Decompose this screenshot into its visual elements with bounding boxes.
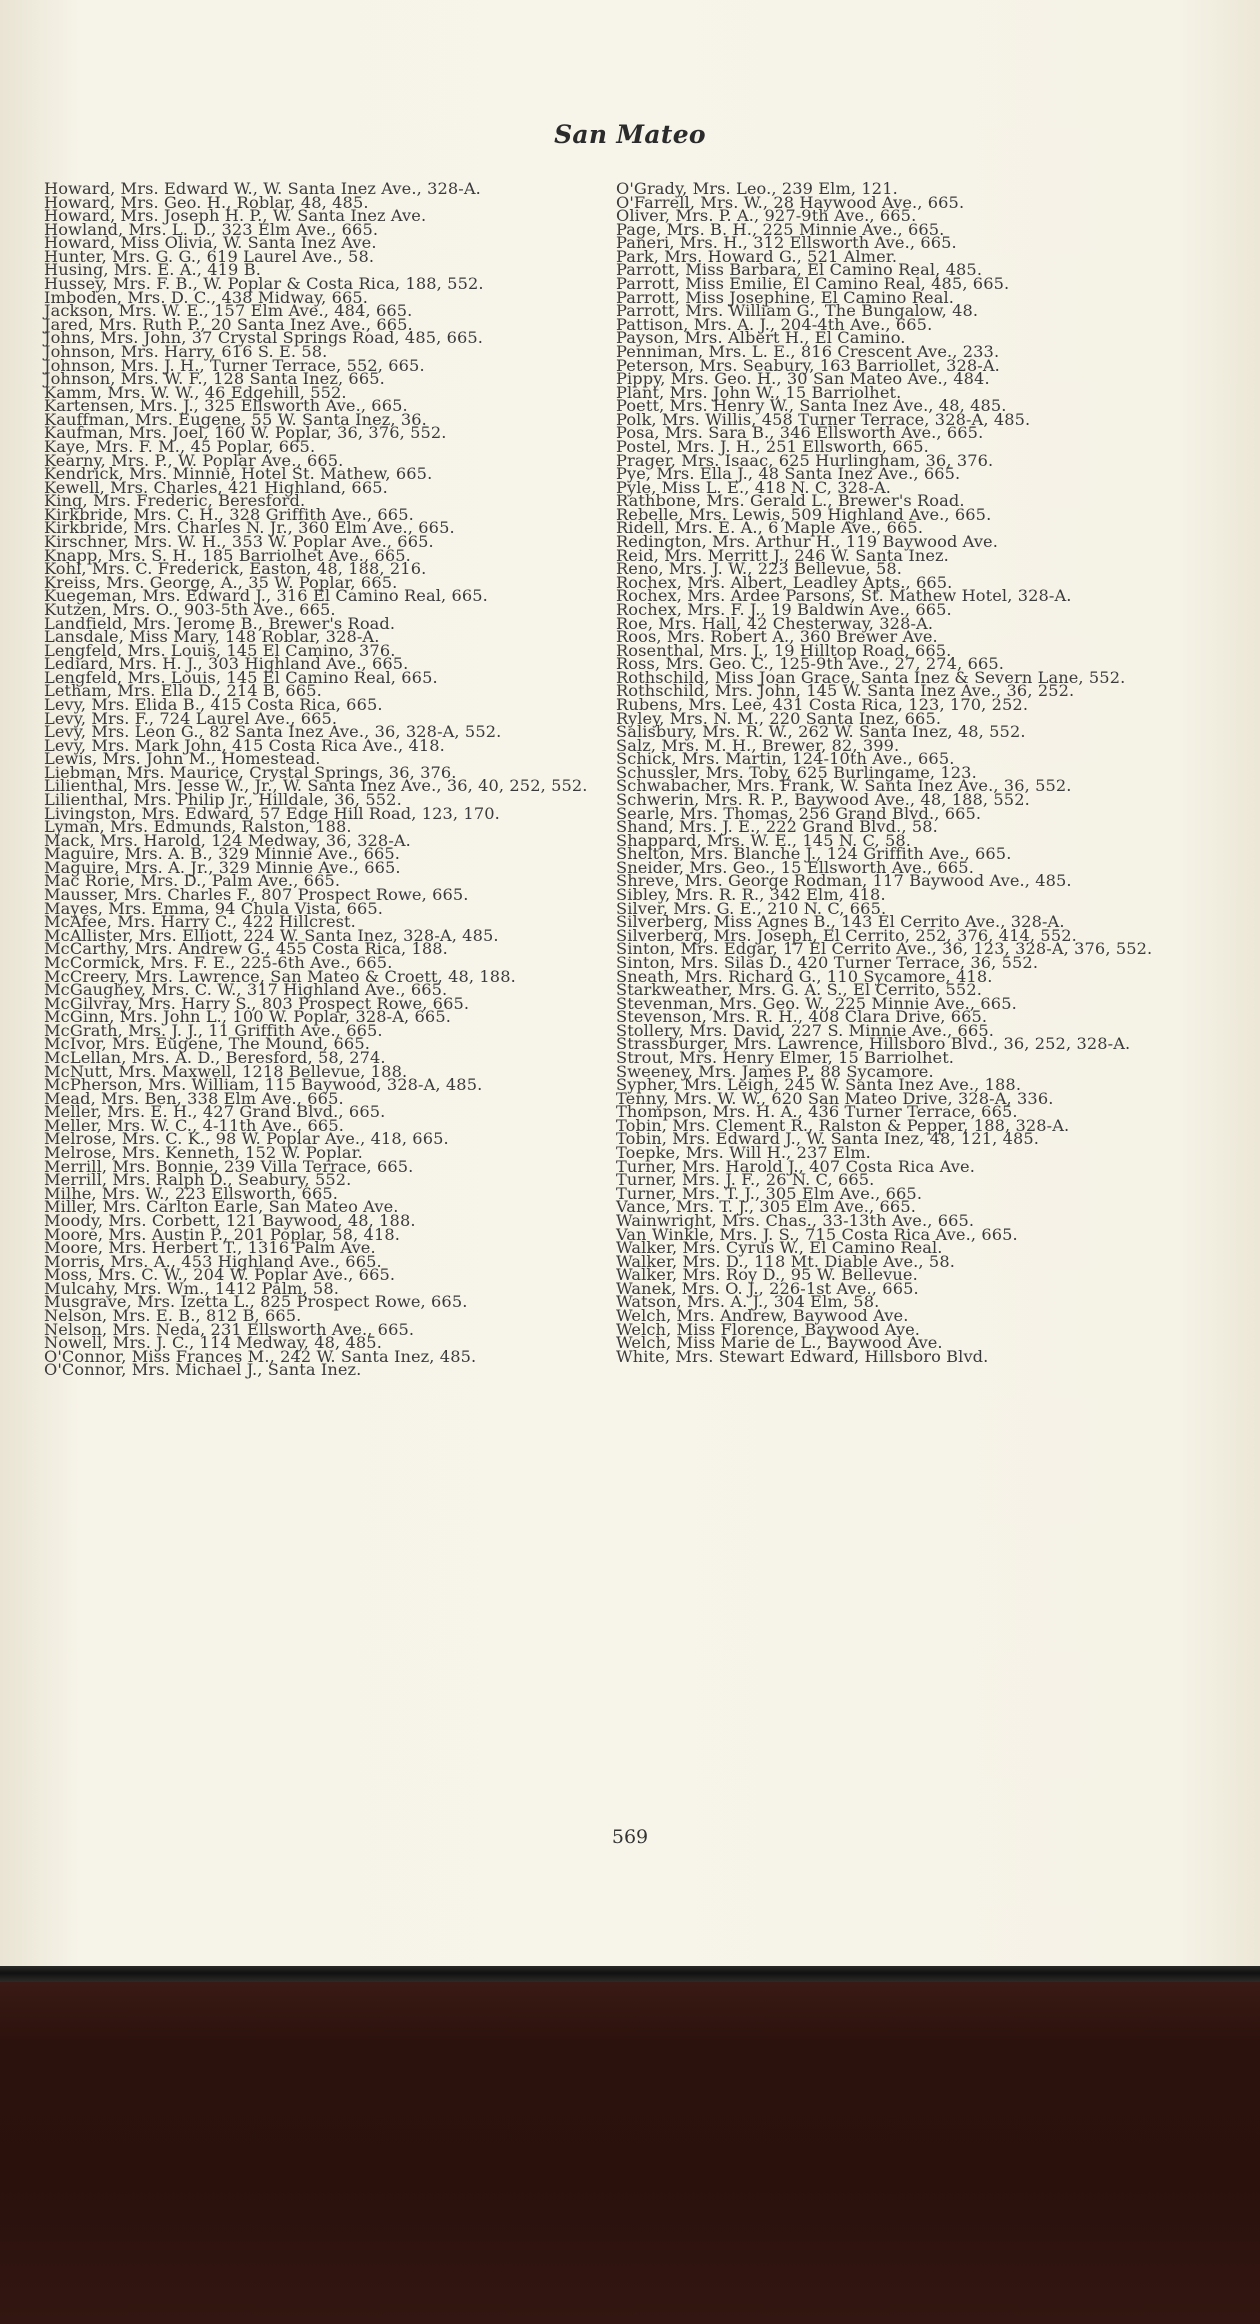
directory-entry: Merrill, Mrs. Bonnie, 239 Villa Terrace, 665. xyxy=(44,1156,414,1176)
directory-entry: Johnson, Mrs. J. H., Turner Terrace, 552, 665. xyxy=(44,355,425,375)
directory-entry: Lewis, Mrs. John M., Homestead. xyxy=(44,749,321,769)
directory-entry: Meller, Mrs. W. C., 4-11th Ave., 665. xyxy=(44,1115,344,1135)
directory-entry: Rathbone, Mrs. Gerald L., Brewer's Road. xyxy=(616,491,965,511)
directory-entry: Rochex, Mrs. Ardee Parsons, St. Mathew Hotel, 328-A. xyxy=(616,586,1072,606)
directory-entry: Melrose, Mrs. Kenneth, 152 W. Poplar. xyxy=(44,1143,363,1163)
right-column xyxy=(616,179,1201,1366)
directory-entry: Sinton, Mrs. Edgar, 17 El Cerrito Ave., 36, 123, 328-A, 376, 552. xyxy=(616,939,1153,959)
directory-entry: Rothschild, Mrs. John, 145 W. Santa Inez Ave., 36, 252. xyxy=(616,681,1075,701)
directory-entry: Lilienthal, Mrs. Philip Jr., Hilldale, 36, 552. xyxy=(44,790,402,810)
directory-entry: Oliver, Mrs. P. A., 927-9th Ave., 665. xyxy=(616,206,917,226)
directory-entry: Moss, Mrs. C. W., 204 W. Poplar Ave., 665. xyxy=(44,1265,396,1285)
directory-entry: Shand, Mrs. J. E., 222 Grand Blvd., 58. xyxy=(616,817,938,837)
directory-entry: Sweeney, Mrs. James P., 88 Sycamore. xyxy=(616,1061,934,1081)
directory-entry: Liebman, Mrs. Maurice, Crystal Springs, 36, 376. xyxy=(44,762,457,782)
directory-entry: Morris, Mrs. A., 453 Highland Ave., 665. xyxy=(44,1251,382,1271)
directory-entry: Sibley, Mrs. R. R., 342 Elm, 418. xyxy=(616,885,886,905)
directory-entry: McIvor, Mrs. Eugene, The Mound, 665. xyxy=(44,1034,370,1054)
directory-entry: Park, Mrs. Howard G., 521 Almer. xyxy=(616,246,898,266)
directory-entry: Parrott, Mrs. William G., The Bungalow, 48. xyxy=(616,301,979,321)
directory-entry: McGilvray, Mrs. Harry S., 803 Prospect Rowe, 665. xyxy=(44,993,470,1013)
directory-entry: Page, Mrs. B. H., 225 Minnie Ave., 665. xyxy=(616,219,945,239)
directory-entry: Mayes, Mrs. Emma, 94 Chula Vista, 665. xyxy=(44,898,384,918)
directory-entry: Salisbury, Mrs. R. W., 262 W. Santa Inez, 48, 552. xyxy=(616,722,1026,742)
directory-entry: Hussey, Mrs. F. B., W. Poplar & Costa Rica, 188, 552. xyxy=(44,274,484,294)
directory-entry: Meller, Mrs. E. H., 427 Grand Blvd., 665. xyxy=(44,1102,386,1122)
directory-entry: Turner, Mrs. Harold J., 407 Costa Rica Ave. xyxy=(616,1156,975,1176)
directory-entry: Mausser, Mrs. Charles F., 807 Prospect Rowe, 665. xyxy=(44,885,469,905)
directory-entry: Sneath, Mrs. Richard G., 110 Sycamore, 418. xyxy=(616,966,993,986)
directory-entry: Rebelle, Mrs. Lewis, 509 Highland Ave., 665. xyxy=(616,504,992,524)
directory-entry: Kaufman, Mrs. Joel, 160 W. Poplar, 36, 376, 552. xyxy=(44,423,447,443)
directory-entry: Moody, Mrs. Corbett, 121 Baywood, 48, 188. xyxy=(44,1210,416,1230)
directory-entry: McGinn, Mrs. John L., 100 W. Poplar, 328-A, 665. xyxy=(44,1007,451,1027)
directory-entry: King, Mrs. Frederic, Beresford. xyxy=(44,491,306,511)
directory-entry: Jared, Mrs. Ruth P., 20 Santa Inez Ave., 665. xyxy=(44,314,413,334)
directory-entry: Lilienthal, Mrs. Jesse W., Jr., W. Santa Inez Ave., 36, 40, 252, 552. xyxy=(44,776,588,796)
directory-entry: Jackson, Mrs. W. E., 157 Elm Ave., 484, 665. xyxy=(44,301,413,321)
directory-entry: Kewell, Mrs. Charles, 421 Highland, 665. xyxy=(44,477,388,497)
directory-entry: McGrath, Mrs. J. J., 11 Griffith Ave., 665. xyxy=(44,1020,383,1040)
directory-entry: Polk, Mrs. Willis, 458 Turner Terrace, 328-A, 485. xyxy=(616,409,1031,429)
directory-entry: Stevenson, Mrs. R. H., 408 Clara Drive, 665. xyxy=(616,1007,988,1027)
directory-entry: Sinton, Mrs. Silas D., 420 Turner Terrace, 36, 552. xyxy=(616,952,1039,972)
directory-entry: Milhe, Mrs. W., 223 Ellsworth, 665. xyxy=(44,1183,339,1203)
directory-entry: Sypher, Mrs. Leigh, 245 W. Santa Inez Ave., 188. xyxy=(616,1075,1022,1095)
directory-entry: Welch, Mrs. Andrew, Baywood Ave. xyxy=(616,1305,909,1325)
directory-entry: Lansdale, Miss Mary, 148 Roblar, 328-A. xyxy=(44,627,380,647)
directory-entry: Levy, Mrs. F., 724 Laurel Ave., 665. xyxy=(44,708,338,728)
directory-entry: Schussler, Mrs. Toby, 625 Burlingame, 123. xyxy=(616,762,977,782)
directory-entry: Plant, Mrs. John W., 15 Barriolhet. xyxy=(616,382,902,402)
directory-entry: Sneider, Mrs. Geo., 15 Ellsworth Ave., 665. xyxy=(616,857,974,877)
directory-entry: Lengfeld, Mrs. Louis, 145 El Camino, 376. xyxy=(44,640,396,660)
directory-entry: Pye, Mrs. Ella J., 48 Santa Inez Ave., 665. xyxy=(616,464,961,484)
directory-entry: Rosenthal, Mrs. J., 19 Hilltop Road, 665. xyxy=(616,640,952,660)
directory-entry: Salz, Mrs. M. H., Brewer, 82, 399. xyxy=(616,735,900,755)
directory-entry: Strout, Mrs. Henry Elmer, 15 Barriolhet. xyxy=(616,1048,955,1067)
directory-entry: Shelton, Mrs. Blanche J., 124 Griffith Ave., 665. xyxy=(616,844,1012,864)
directory-entry: Kreiss, Mrs. George, A., 35 W. Poplar, 665. xyxy=(44,572,398,592)
directory-entry: Roos, Mrs. Robert A., 360 Brewer Ave. xyxy=(616,627,938,647)
directory-entry: O'Connor, Mrs. Michael J., Santa Inez. xyxy=(44,1360,362,1380)
directory-entry: McPherson, Mrs. William, 115 Baywood, 328-A, 485. xyxy=(44,1075,483,1095)
directory-entry: Welch, Miss Florence, Baywood Ave. xyxy=(616,1319,921,1339)
directory-entry: Stollery, Mrs. David, 227 S. Minnie Ave., 665. xyxy=(616,1020,995,1040)
directory-entry: Prager, Mrs. Isaac, 625 Hurlingham, 36, 376. xyxy=(616,450,994,470)
directory-entry: Mulcahy, Mrs. Wm., 1412 Palm, 58. xyxy=(44,1278,339,1298)
page-title: San Mateo xyxy=(554,120,706,149)
directory-entry: Schwerin, Mrs. R. P., Baywood Ave., 48, 188, 552. xyxy=(616,790,1030,810)
directory-entry: Welch, Miss Marie de L., Baywood Ave. xyxy=(616,1333,943,1353)
directory-entry: Mac Rorie, Mrs. D., Palm Ave., 665. xyxy=(44,871,341,891)
directory-entry: Redington, Mrs. Arthur H., 119 Baywood Ave. xyxy=(616,532,998,552)
directory-entry: Levy, Mrs. Mark John, 415 Costa Rica Ave., 418. xyxy=(44,735,445,755)
directory-entry: Johns, Mrs. John, 37 Crystal Springs Road, 485, 665. xyxy=(44,328,484,348)
directory-entry: Maguire, Mrs. A. B., 329 Minnie Ave., 665. xyxy=(44,844,401,864)
directory-entry: Silver, Mrs. G. E., 210 N. C, 665. xyxy=(616,898,887,918)
directory-entry: McCreery, Mrs. Lawrence, San Mateo & Croett, 48, 188. xyxy=(44,966,516,986)
directory-entry: Strassburger, Mrs. Lawrence, Hillsboro Blvd., 36, 252, 328-A. xyxy=(616,1034,1131,1054)
directory-entry: Mead, Mrs. Ben, 338 Elm Ave., 665. xyxy=(44,1088,344,1108)
directory-entry: McAfee, Mrs. Harry C., 422 Hillcrest. xyxy=(44,912,356,932)
directory-entry: Wanek, Mrs. O. J., 226-1st Ave., 665. xyxy=(616,1278,919,1298)
directory-entry: Posa, Mrs. Sara B., 346 Ellsworth Ave., 665. xyxy=(616,423,984,443)
directory-entry: Tobin, Mrs. Edward J., W. Santa Inez, 48, 121, 485. xyxy=(616,1129,1040,1149)
directory-entry: Turner, Mrs. T. J., 305 Elm Ave., 665. xyxy=(616,1183,923,1203)
directory-entry: Parrott, Miss Emilie, El Camino Real, 485, 665. xyxy=(616,274,1010,294)
directory-entry: Kendrick, Mrs. Minnie, Hotel St. Mathew, 665. xyxy=(44,464,433,484)
directory-entry: Kirkbride, Mrs. Charles N. Jr., 360 Elm Ave., 665. xyxy=(44,518,455,538)
directory-entry: O'Connor, Miss Frances M., 242 W. Santa Inez, 485. xyxy=(44,1346,477,1366)
directory-entry: Reno, Mrs. J. W., 223 Bellevue, 58. xyxy=(616,559,903,579)
directory-entry: Howard, Mrs. Edward W., W. Santa Inez Ave., 328-A. xyxy=(44,179,481,198)
directory-entry: Van Winkle, Mrs. J. S., 715 Costa Rica Ave., 665. xyxy=(616,1224,1018,1244)
directory-entry: Ross, Mrs. Geo. C., 125-9th Ave., 27, 274, 665. xyxy=(616,654,1005,674)
directory-entry: Imboden, Mrs. D. C., 438 Midway, 665. xyxy=(44,287,369,307)
directory-entry: Payson, Mrs. Albert H., El Camino. xyxy=(616,328,906,348)
directory-entry: Pippy, Mrs. Geo. H., 30 San Mateo Ave., 484. xyxy=(616,369,990,389)
directory-entry: McLellan, Mrs. A. D., Beresford, 58, 274. xyxy=(44,1048,386,1067)
directory-entry: Walker, Mrs. D., 118 Mt. Diable Ave., 58. xyxy=(616,1251,955,1271)
directory-entry: Starkweather, Mrs. G. A. S., El Cerrito, 552. xyxy=(616,980,982,1000)
directory-entry: Rochex, Mrs. F. J., 19 Baldwin Ave., 665. xyxy=(616,599,952,619)
directory-entry: Moore, Mrs. Herbert T., 1316 Palm Ave. xyxy=(44,1238,376,1258)
directory-entry: Paneri, Mrs. H., 312 Ellsworth Ave., 665. xyxy=(616,233,957,253)
directory-entry: Lyman, Mrs. Edmunds, Ralston, 188. xyxy=(44,817,352,837)
directory-entry: O'Grady, Mrs. Leo., 239 Elm, 121. xyxy=(616,179,898,198)
directory-entry: Kartensen, Mrs. J., 325 Ellsworth Ave., 665. xyxy=(44,396,408,416)
directory-entry: Livingston, Mrs. Edward, 57 Edge Hill Road, 123, 170. xyxy=(44,803,500,823)
directory-entry: Searle, Mrs. Thomas, 256 Grand Blvd., 665. xyxy=(616,803,982,823)
directory-entry: Rothschild, Miss Joan Grace, Santa Inez & Severn Lane, 552. xyxy=(616,667,1126,687)
directory-entry: Rubens, Mrs. Lee, 431 Costa Rica, 123, 170, 252. xyxy=(616,694,1029,714)
directory-entry: Turner, Mrs. J. F., 26 N. C, 665. xyxy=(616,1170,875,1190)
directory-entry: Postel, Mrs. J. H., 251 Ellsworth, 665. xyxy=(616,436,929,456)
directory-entry: Kaye, Mrs. F. M., 45 Poplar, 665. xyxy=(44,436,316,456)
directory-entry: Silverberg, Mrs. Joseph, El Cerrito, 252, 376, 414, 552. xyxy=(616,925,1077,945)
directory-entry: McNutt, Mrs. Maxwell, 1218 Bellevue, 188. xyxy=(44,1061,408,1081)
directory-entry: Lediard, Mrs. H. J., 303 Highland Ave., 665. xyxy=(44,654,409,674)
directory-entry: Roe, Mrs. Hall, 42 Chesterway, 328-A. xyxy=(616,613,934,633)
directory-entry: Nelson, Mrs. Neda, 231 Ellsworth Ave., 665. xyxy=(44,1319,415,1339)
left-column xyxy=(44,179,604,1380)
directory-entry: Wainwright, Mrs. Chas., 33-13th Ave., 665. xyxy=(616,1210,975,1230)
directory-entry: Parrott, Miss Barbara, El Camino Real, 485. xyxy=(616,260,983,280)
directory-entry: Howard, Miss Olivia, W. Santa Inez Ave. xyxy=(44,233,377,253)
directory-entry: Ridell, Mrs. E. A., 6 Maple Ave., 665. xyxy=(616,518,924,538)
directory-entry: Tobin, Mrs. Clement R., Ralston & Pepper, 188, 328-A. xyxy=(616,1115,1070,1135)
directory-entry: Shappard, Mrs. W. E., 145 N. C, 58. xyxy=(616,830,911,850)
directory-entry: Tenny, Mrs. W. W., 620 San Mateo Drive, 328-A, 336. xyxy=(616,1088,1054,1108)
directory-entry: Nowell, Mrs. J. C., 114 Medway, 48, 485. xyxy=(44,1333,382,1353)
directory-entry: Musgrave, Mrs. Izetta L., 825 Prospect Rowe, 665. xyxy=(44,1292,468,1312)
directory-entry: Howard, Mrs. Geo. H., Roblar, 48, 485. xyxy=(44,192,369,212)
directory-entry: Kirkbride, Mrs. C. H., 328 Griffith Ave., 665. xyxy=(44,504,414,524)
directory-entry: Peterson, Mrs. Seabury, 163 Barriollet, 328-A. xyxy=(616,355,1000,375)
directory-entry: Merrill, Mrs. Ralph D., Seabury, 552. xyxy=(44,1170,352,1190)
directory-entry: White, Mrs. Stewart Edward, Hillsboro Blvd. xyxy=(616,1346,989,1366)
directory-entry: Knapp, Mrs. S. H., 185 Barriolhet Ave., 665. xyxy=(44,545,411,565)
directory-entry: Poett, Mrs. Henry W., Santa Inez Ave., 48, 485. xyxy=(616,396,1007,416)
directory-entry: Kamm, Mrs. W. W., 46 Edgehill, 552. xyxy=(44,382,347,402)
directory-entry: McGaughey, Mrs. C. W., 317 Highland Ave., 665. xyxy=(44,980,448,1000)
directory-entry: Kirschner, Mrs. W. H., 353 W. Poplar Ave., 665. xyxy=(44,532,434,552)
directory-entry: Kuegeman, Mrs. Edward J., 316 El Camino Real, 665. xyxy=(44,586,488,606)
directory-entry: McCormick, Mrs. F. E., 225-6th Ave., 665. xyxy=(44,952,393,972)
directory-entry: Schwabacher, Mrs. Frank, W. Santa Inez Ave., 36, 552. xyxy=(616,776,1072,796)
directory-entry: Rochex, Mrs. Albert, Leadley Apts., 665. xyxy=(616,572,953,592)
directory-entry: Levy, Mrs. Elida B., 415 Costa Rica, 665. xyxy=(44,694,383,714)
directory-entry: Melrose, Mrs. C. K., 98 W. Poplar Ave., 418, 665. xyxy=(44,1129,449,1149)
directory-entry: Miller, Mrs. Carlton Earle, San Mateo Ave. xyxy=(44,1197,399,1217)
page-edge-shadow xyxy=(0,1966,1260,1982)
directory-entry: Pattison, Mrs. A. J., 204-4th Ave., 665. xyxy=(616,314,933,334)
directory-entry: Shreve, Mrs. George Rodman, 117 Baywood Ave., 485. xyxy=(616,871,1072,891)
directory-entry: Moore, Mrs. Austin P., 201 Poplar, 58, 418. xyxy=(44,1224,401,1244)
directory-entry: O'Farrell, Mrs. W., 28 Haywood Ave., 665. xyxy=(616,192,965,212)
directory-entry: Mack, Mrs. Harold, 124 Medway, 36, 328-A. xyxy=(44,830,411,850)
directory-entry: Kauffman, Mrs. Eugene, 55 W. Santa Inez, 36. xyxy=(44,409,427,429)
directory-entry: Hunter, Mrs. G. G., 619 Laurel Ave., 58. xyxy=(44,246,375,266)
directory-entry: Walker, Mrs. Cyrus W., El Camino Real. xyxy=(616,1238,943,1258)
directory-entry: Pyle, Miss L. E., 418 N. C, 328-A. xyxy=(616,477,892,497)
directory-entry: Kutzen, Mrs. O., 903-5th Ave., 665. xyxy=(44,599,336,619)
directory-entry: Howard, Mrs. Joseph H. P., W. Santa Inez Ave. xyxy=(44,206,427,226)
directory-entry: Kohl, Mrs. C. Frederick, Easton, 48, 188, 216. xyxy=(44,559,427,579)
directory-entry: Kearny, Mrs. P., W. Poplar Ave., 665. xyxy=(44,450,344,470)
directory-entry: Penniman, Mrs. L. E., 816 Crescent Ave., 233. xyxy=(616,341,1000,361)
directory-entry: Thompson, Mrs. H. A., 436 Turner Terrace, 665. xyxy=(616,1102,1018,1122)
directory-entry: Letham, Mrs. Ella D., 214 B, 665. xyxy=(44,681,322,701)
book-cover-background xyxy=(0,1982,1260,2324)
directory-entry: Howland, Mrs. L. D., 323 Elm Ave., 665. xyxy=(44,219,379,239)
directory-entry: Lengfeld, Mrs. Louis, 145 El Camino Real, 665. xyxy=(44,667,438,687)
directory-entry: Maguire, Mrs. A. Jr., 329 Minnie Ave., 665. xyxy=(44,857,401,877)
directory-entry: Vance, Mrs. T. J., 305 Elm Ave., 665. xyxy=(616,1197,916,1217)
directory-entry: Silverberg, Miss Agnes B., 143 El Cerrito Ave., 328-A. xyxy=(616,912,1065,932)
directory-entry: Toepke, Mrs. Will H., 237 Elm. xyxy=(616,1143,871,1163)
directory-entry: Reid, Mrs. Merritt J., 246 W. Santa Inez. xyxy=(616,545,949,565)
directory-entry: Walker, Mrs. Roy D., 95 W. Bellevue. xyxy=(616,1265,918,1285)
directory-entry: Stevenman, Mrs. Geo. W., 225 Minnie Ave., 665. xyxy=(616,993,1017,1013)
directory-entry: Schick, Mrs. Martin, 124-10th Ave., 665. xyxy=(616,749,955,769)
directory-entry: Parrott, Miss Josephine, El Camino Real. xyxy=(616,287,954,307)
directory-entry: McCarthy, Mrs. Andrew G., 455 Costa Rica, 188. xyxy=(44,939,448,959)
directory-entry: McAllister, Mrs. Elliott, 224 W. Santa Inez, 328-A, 485. xyxy=(44,925,499,945)
directory-entry: Watson, Mrs. A. J., 304 Elm, 58. xyxy=(616,1292,880,1312)
page-number: 569 xyxy=(611,1826,649,1848)
directory-entry: Ryley, Mrs. N. M., 220 Santa Inez, 665. xyxy=(616,708,942,728)
directory-entry: Johnson, Mrs. W. F., 128 Santa Inez, 665. xyxy=(44,369,385,389)
directory-entry: Landfield, Mrs. Jerome B., Brewer's Road. xyxy=(44,613,396,633)
directory-entry: Nelson, Mrs. E. B., 812 B, 665. xyxy=(44,1305,302,1325)
directory-entry: Levy, Mrs. Leon G., 82 Santa Inez Ave., 36, 328-A, 552. xyxy=(44,722,502,742)
directory-entry: Johnson, Mrs. Harry, 616 S. E. 58. xyxy=(44,341,328,361)
directory-entry: Husing, Mrs. E. A., 419 B. xyxy=(44,260,261,280)
